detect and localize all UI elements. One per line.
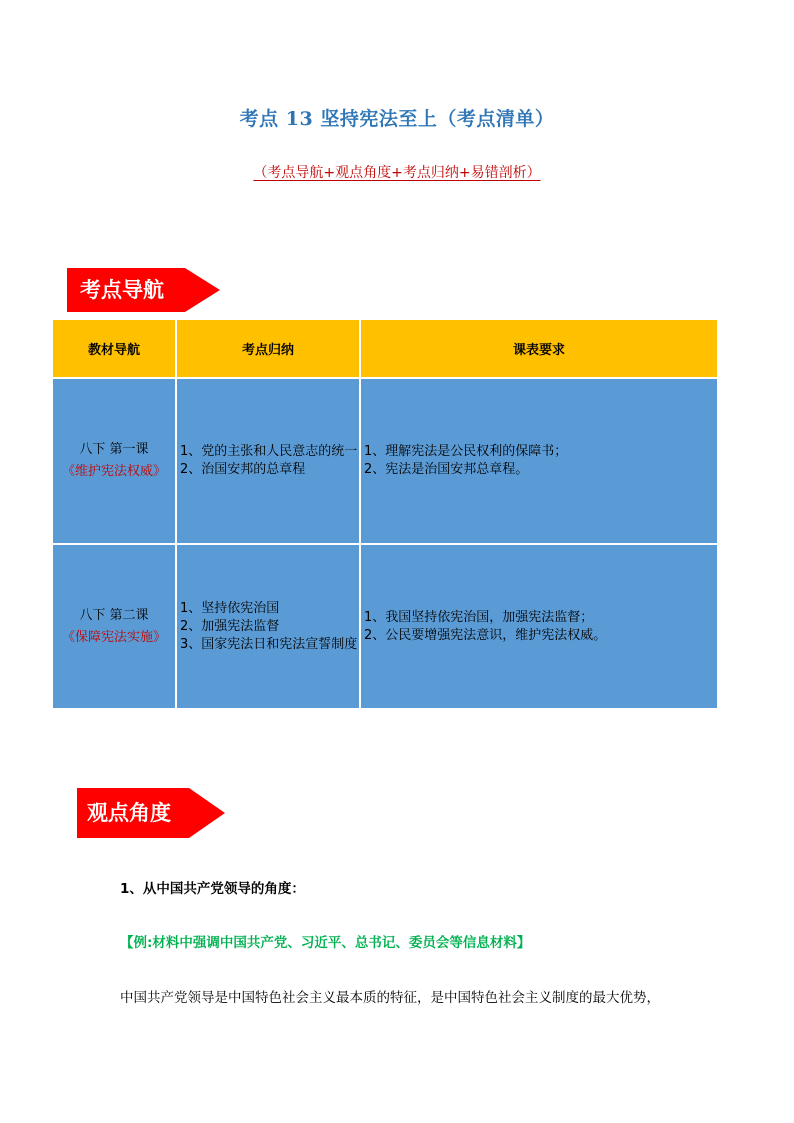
points-cell	[177, 379, 359, 543]
nav-table	[51, 318, 719, 710]
page-title: 考点 13 坚持宪法至上（考点清单）	[239, 108, 555, 130]
banner-view-label: 观点角度	[87, 801, 171, 825]
course-subtitle: 《维护宪法权威》	[61, 464, 166, 479]
body-paragraph: 中国共产党领导是中国特色社会主义最本质的特征，是中国特色社会主义制度的最大优势，	[120, 990, 660, 1006]
points-cell	[177, 545, 359, 708]
table-row	[53, 545, 717, 708]
list-item: 1、党的主张和人民意志的统一	[180, 444, 358, 459]
list-item: 2、加强宪法监督	[180, 618, 280, 634]
page-subtitle: （考点导航+观点角度+考点归纳+易错剖析）	[253, 165, 541, 181]
table-row	[53, 379, 717, 543]
banner-view	[77, 788, 237, 832]
course-name: 八下 第一课	[79, 442, 149, 457]
requirements-cell	[361, 379, 717, 543]
banner-nav-label: 考点导航	[80, 278, 164, 302]
list-item: 1、我国坚持依宪治国，加强宪法监督；	[364, 609, 594, 625]
table-header-cell: 课表要求	[361, 320, 717, 377]
list-item: 1、坚持依宪治国	[180, 600, 280, 616]
course-subtitle: 《保障宪法实施》	[61, 629, 166, 645]
banner-nav	[67, 268, 227, 312]
requirements-cell	[361, 545, 717, 708]
course-name: 八下 第二课	[79, 607, 149, 623]
example-note: 【例:材料中强调中国共产党、习近平、总书记、委员会等信息材料】	[120, 935, 531, 951]
table-header-row	[53, 320, 717, 377]
table-header-cell: 教材导航	[53, 320, 175, 377]
table-header-cell: 考点归纳	[177, 320, 359, 377]
point-title: 1、从中国共产党领导的角度：	[120, 881, 305, 897]
list-item: 1、理解宪法是公民权利的保障书；	[364, 444, 568, 459]
list-item: 2、公民要增强宪法意识，维护宪法权威。	[364, 627, 607, 643]
list-item: 3、国家宪法日和宪法宣誓制度	[180, 636, 358, 652]
list-item: 2、治国安邦的总章程	[180, 462, 306, 477]
course-cell	[53, 379, 175, 543]
course-cell	[53, 545, 175, 708]
list-item: 2、宪法是治国安邦总章程。	[364, 462, 529, 477]
